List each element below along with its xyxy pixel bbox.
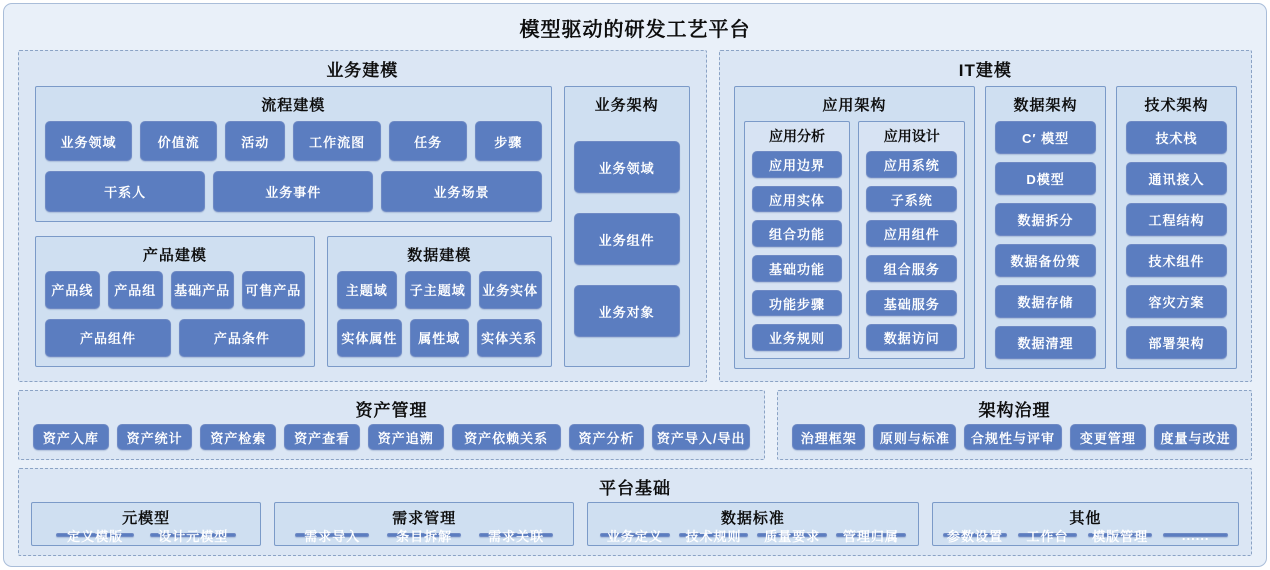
application-analysis-body [752,151,843,351]
application-design-title: 应用设计 [883,128,940,144]
asset-management-title: 资产管理 [355,401,428,420]
panel-process-modeling [35,86,552,222]
architecture-governance-body [778,424,1251,459]
panel-application-architecture [734,86,975,369]
block-compliance-review: 合规性与评审 [964,424,1061,450]
block-task: 任务 [389,121,467,161]
block-design-metamodel: 设计元模型 [150,533,236,537]
block-activity: 活动 [225,121,285,161]
block-tech-component: 技术组件 [1126,244,1227,277]
application-architecture-title: 应用架构 [822,97,887,114]
data-standard-body [596,528,910,544]
management-row [18,390,1252,460]
block-workflow-diagram: 工作流图 [293,121,381,161]
process-row-2 [45,171,542,211]
block-product-component: 产品组件 [45,319,171,357]
block-deployment-architecture: 部署架构 [1126,326,1227,359]
block-change-management: 变更管理 [1070,424,1147,450]
process-modeling-body [45,121,542,212]
block-business-entity: 业务实体 [479,271,542,309]
block-principles-standards: 原则与标准 [873,424,956,450]
it-modeling-content [720,84,1251,381]
data-standard-title: 数据标准 [720,510,785,527]
product-modeling-body [45,271,305,357]
product-row-1 [45,271,305,309]
foundation-row [18,468,1252,556]
block-product-line: 产品线 [45,271,100,309]
meta-model-title: 元模型 [122,510,171,527]
requirement-management-title: 需求管理 [392,510,457,527]
block-value-stream: 价值流 [140,121,218,161]
process-modeling-title: 流程建模 [261,97,326,114]
diagram-body [18,50,1252,556]
data-modeling-row-1 [337,271,542,309]
block-more-ellipsis: ...... [1163,533,1228,537]
block-data-access: 数据访问 [866,324,957,351]
platform-frame [3,3,1267,567]
asset-management-body [19,424,764,459]
block-comm-access: 通讯接入 [1126,162,1227,195]
block-basic-function: 基础功能 [752,255,843,282]
block-app-boundary: 应用边界 [752,151,843,178]
block-business-component: 业务组件 [574,213,680,265]
block-asset-inbound: 资产入库 [33,424,109,450]
block-business-domain: 业务领域 [45,121,132,161]
application-architecture-body [744,121,965,359]
block-workbench: 工作台 [1018,533,1076,537]
block-business-event: 业务事件 [213,171,373,211]
block-template-management: 模版管理 [1088,533,1153,537]
block-data-backup-policy: 数据备份策 [995,244,1096,277]
block-function-step: 功能步骤 [752,290,843,317]
subpanel-application-design [858,121,965,359]
data-architecture-title: 数据架构 [1013,97,1078,114]
block-governance-framework: 治理框架 [792,424,865,450]
page-title: 模型驱动的研发工艺平台 [519,19,751,41]
panel-data-modeling [327,236,552,367]
block-item-breakdown: 条目拆解 [387,533,461,537]
panel-data-architecture [985,86,1106,369]
section-business-modeling [18,50,707,382]
product-row-2 [45,319,305,357]
block-asset-statistics: 资产统计 [117,424,193,450]
block-entity-attribute: 实体属性 [337,319,402,357]
block-disaster-recovery: 容灾方案 [1126,285,1227,318]
others-body [941,527,1230,544]
application-analysis-title: 应用分析 [768,128,825,144]
application-design-body [866,151,957,351]
block-step: 步骤 [475,121,542,161]
modeling-row [18,50,1252,382]
section-architecture-governance [777,390,1252,460]
panel-business-architecture [564,86,690,367]
panel-product-modeling [35,236,315,367]
block-requirement-link: 需求关联 [479,533,553,537]
panel-requirement-management [274,502,574,546]
block-c-model: C′ 模型 [995,121,1096,154]
block-measurement-improvement: 度量与改进 [1154,424,1237,450]
block-app-component: 应用组件 [866,220,957,247]
block-project-structure: 工程结构 [1126,203,1227,236]
panel-data-standard [587,502,919,546]
business-modeling-content [19,84,706,381]
meta-model-body [40,528,252,544]
block-business-rule: 业务规则 [752,324,843,351]
block-asset-search: 资产检索 [200,424,276,450]
block-app-system: 应用系统 [866,151,957,178]
block-data-storage: 数据存储 [995,285,1096,318]
block-sellable-product: 可售产品 [242,271,305,309]
panel-meta-model [31,502,261,546]
block-asset-analysis: 资产分析 [569,424,645,450]
data-architecture-body [995,121,1096,359]
platform-foundation-title: 平台基础 [599,479,671,498]
business-modeling-title: 业务建模 [326,61,399,80]
others-title: 其他 [1069,510,1102,527]
section-platform-foundation [18,468,1252,556]
block-define-template: 定义模版 [56,533,134,537]
block-data-split: 数据拆分 [995,203,1096,236]
block-composite-service: 组合服务 [866,255,957,282]
business-architecture-body [574,121,680,357]
block-asset-dependency: 资产依赖关系 [452,424,561,450]
block-stakeholder: 干系人 [45,171,205,211]
block-quality-requirement: 质量要求 [757,533,827,537]
process-row-1 [45,121,542,161]
tech-architecture-title: 技术架构 [1144,97,1209,114]
block-asset-import-export: 资产导入/导出 [652,424,750,450]
block-subject-area: 主题域 [337,271,397,309]
block-base-product: 基础产品 [171,271,234,309]
business-modeling-bottom-row [35,236,552,367]
block-business-domain-arch: 业务领域 [574,141,680,193]
block-management-ownership: 管理归属 [836,533,906,537]
panel-tech-architecture [1116,86,1237,369]
block-subsystem: 子系统 [866,186,957,213]
block-attribute-domain: 属性域 [410,319,469,357]
block-basic-service: 基础服务 [866,290,957,317]
block-product-group: 产品组 [108,271,163,309]
panel-others [932,502,1239,546]
block-d-model: D模型 [995,162,1096,195]
data-modeling-body [337,271,542,357]
subpanel-application-analysis [744,121,851,359]
block-sub-subject-area: 子主题域 [405,271,471,309]
section-asset-management [18,390,765,460]
block-business-scenario: 业务场景 [381,171,541,211]
block-parameter-settings: 参数设置 [943,533,1008,537]
block-asset-view: 资产查看 [284,424,360,450]
block-data-cleaning: 数据清理 [995,326,1096,359]
block-app-entity: 应用实体 [752,186,843,213]
business-modeling-left-column [35,86,552,367]
architecture-governance-title: 架构治理 [978,401,1051,420]
product-modeling-title: 产品建模 [142,246,207,264]
platform-foundation-body [19,502,1251,555]
section-it-modeling [719,50,1252,382]
block-business-definition: 业务定义 [600,533,670,537]
business-architecture-title: 业务架构 [594,97,659,114]
requirement-management-body [283,528,565,544]
block-technical-rule: 技术规则 [679,533,749,537]
block-requirement-import: 需求导入 [295,533,369,537]
block-entity-relationship: 实体关系 [477,319,542,357]
it-modeling-title: IT建模 [958,61,1012,80]
block-asset-trace: 资产追溯 [368,424,444,450]
block-business-object: 业务对象 [574,285,680,337]
block-product-condition: 产品条件 [179,319,305,357]
block-tech-stack: 技术栈 [1126,121,1227,154]
block-composite-function: 组合功能 [752,220,843,247]
tech-architecture-body [1126,121,1227,359]
data-modeling-row-2 [337,319,542,357]
data-modeling-title: 数据建模 [407,246,472,264]
